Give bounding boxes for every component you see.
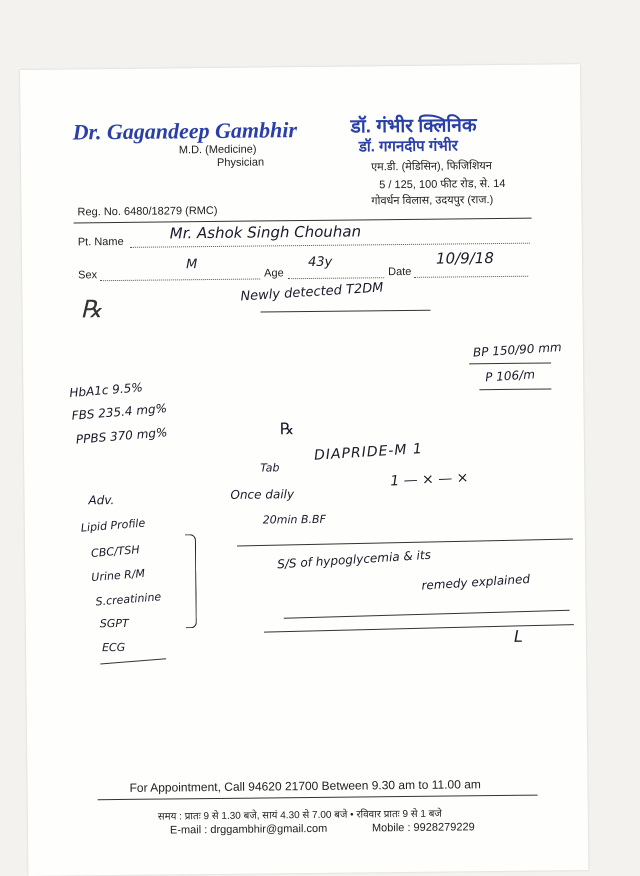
footer-divider bbox=[98, 795, 538, 801]
pulse-reading: P 106/m bbox=[484, 367, 536, 385]
date-line bbox=[414, 276, 528, 278]
tab-prefix: Tab bbox=[260, 461, 280, 475]
signature: L bbox=[513, 626, 523, 646]
degree-hindi: एम.डी. (मेडिसिन), फिजिशियन bbox=[370, 160, 492, 174]
email: E-mail : drggambhir@gmail.com bbox=[169, 822, 328, 837]
sex-label: Sex bbox=[78, 269, 98, 282]
doctor-role: Physician bbox=[216, 156, 265, 169]
prescription-paper bbox=[20, 64, 588, 876]
advice-item: SGPT bbox=[99, 616, 129, 631]
diagnosis: Newly detected T2DM bbox=[240, 280, 384, 305]
frequency: Once daily bbox=[230, 487, 295, 502]
date-value: 10/9/18 bbox=[435, 249, 494, 268]
dose-pattern: 1 — × — × bbox=[389, 469, 469, 490]
doctor-name-hindi: डॉ. गगनदीप गंभीर bbox=[358, 137, 458, 156]
diagnosis-underline bbox=[261, 310, 431, 313]
pulse-underline bbox=[479, 388, 551, 390]
timing: 20min B.BF bbox=[262, 512, 326, 527]
doctor-name: Dr. Gagandeep Gambhir bbox=[72, 117, 298, 145]
counsel-line2: remedy explained bbox=[421, 571, 531, 593]
address-line1: 5 / 125, 100 फीट रोड, से. 14 bbox=[379, 177, 506, 192]
age-label: Age bbox=[264, 267, 284, 280]
age-line bbox=[288, 277, 384, 279]
sex-value: M bbox=[185, 257, 198, 273]
bp-underline bbox=[469, 362, 551, 364]
advice-item: Urine R/M bbox=[90, 566, 146, 585]
bp-reading: BP 150/90 mm bbox=[472, 340, 563, 360]
counsel-line1: S/S of hypoglycemia & its bbox=[276, 547, 432, 572]
lab-ppbs: PPBS 370 mg% bbox=[75, 425, 168, 447]
age-value: 43y bbox=[307, 254, 333, 270]
patient-name-label: Pt. Name bbox=[77, 235, 124, 249]
mobile: Mobile : 9928279229 bbox=[371, 821, 475, 835]
sex-line bbox=[100, 278, 260, 281]
advice-label: Adv. bbox=[88, 493, 115, 508]
counsel-divider bbox=[284, 610, 570, 619]
drug-name: DIAPRIDE-M 1 bbox=[313, 440, 424, 464]
patient-name-line bbox=[130, 243, 530, 248]
advice-bracket bbox=[185, 534, 197, 628]
registration-number: Reg. No. 6480/18279 (RMC) bbox=[77, 204, 218, 219]
lab-fbs: FBS 235.4 mg% bbox=[71, 401, 168, 423]
date-label: Date bbox=[388, 265, 412, 279]
advice-item: CBC/TSH bbox=[90, 543, 141, 560]
advice-item: ECG bbox=[101, 640, 126, 655]
patient-name-value: Mr. Ashok Singh Chouhan bbox=[169, 222, 362, 243]
address-line2: गोवर्धन विलास, उदयपुर (राज.) bbox=[371, 194, 494, 208]
doctor-degree: M.D. (Medicine) bbox=[178, 143, 257, 157]
medication-divider bbox=[237, 538, 573, 546]
clinic-hours: समय : प्रातः 9 से 1.30 बजे, सायं 4.30 से 7.00 बजे • रविवार प्रातः 9 से 1 बजे bbox=[157, 808, 442, 823]
clinic-name-hindi: डॉ. गंभीर क्लिनिक bbox=[350, 115, 477, 138]
advice-underline bbox=[100, 658, 166, 664]
rx-small-symbol: ℞ bbox=[279, 419, 295, 439]
counsel-divider-2 bbox=[264, 624, 574, 633]
lab-hba1c: HbA1c 9.5% bbox=[68, 380, 144, 401]
appointment-info: For Appointment, Call 94620 21700 Between 9.30 am to 11.00 am bbox=[129, 777, 481, 795]
rx-symbol: ℞ bbox=[80, 297, 103, 324]
advice-item: Lipid Profile bbox=[80, 516, 146, 535]
advice-item: S.creatinine bbox=[95, 590, 162, 609]
